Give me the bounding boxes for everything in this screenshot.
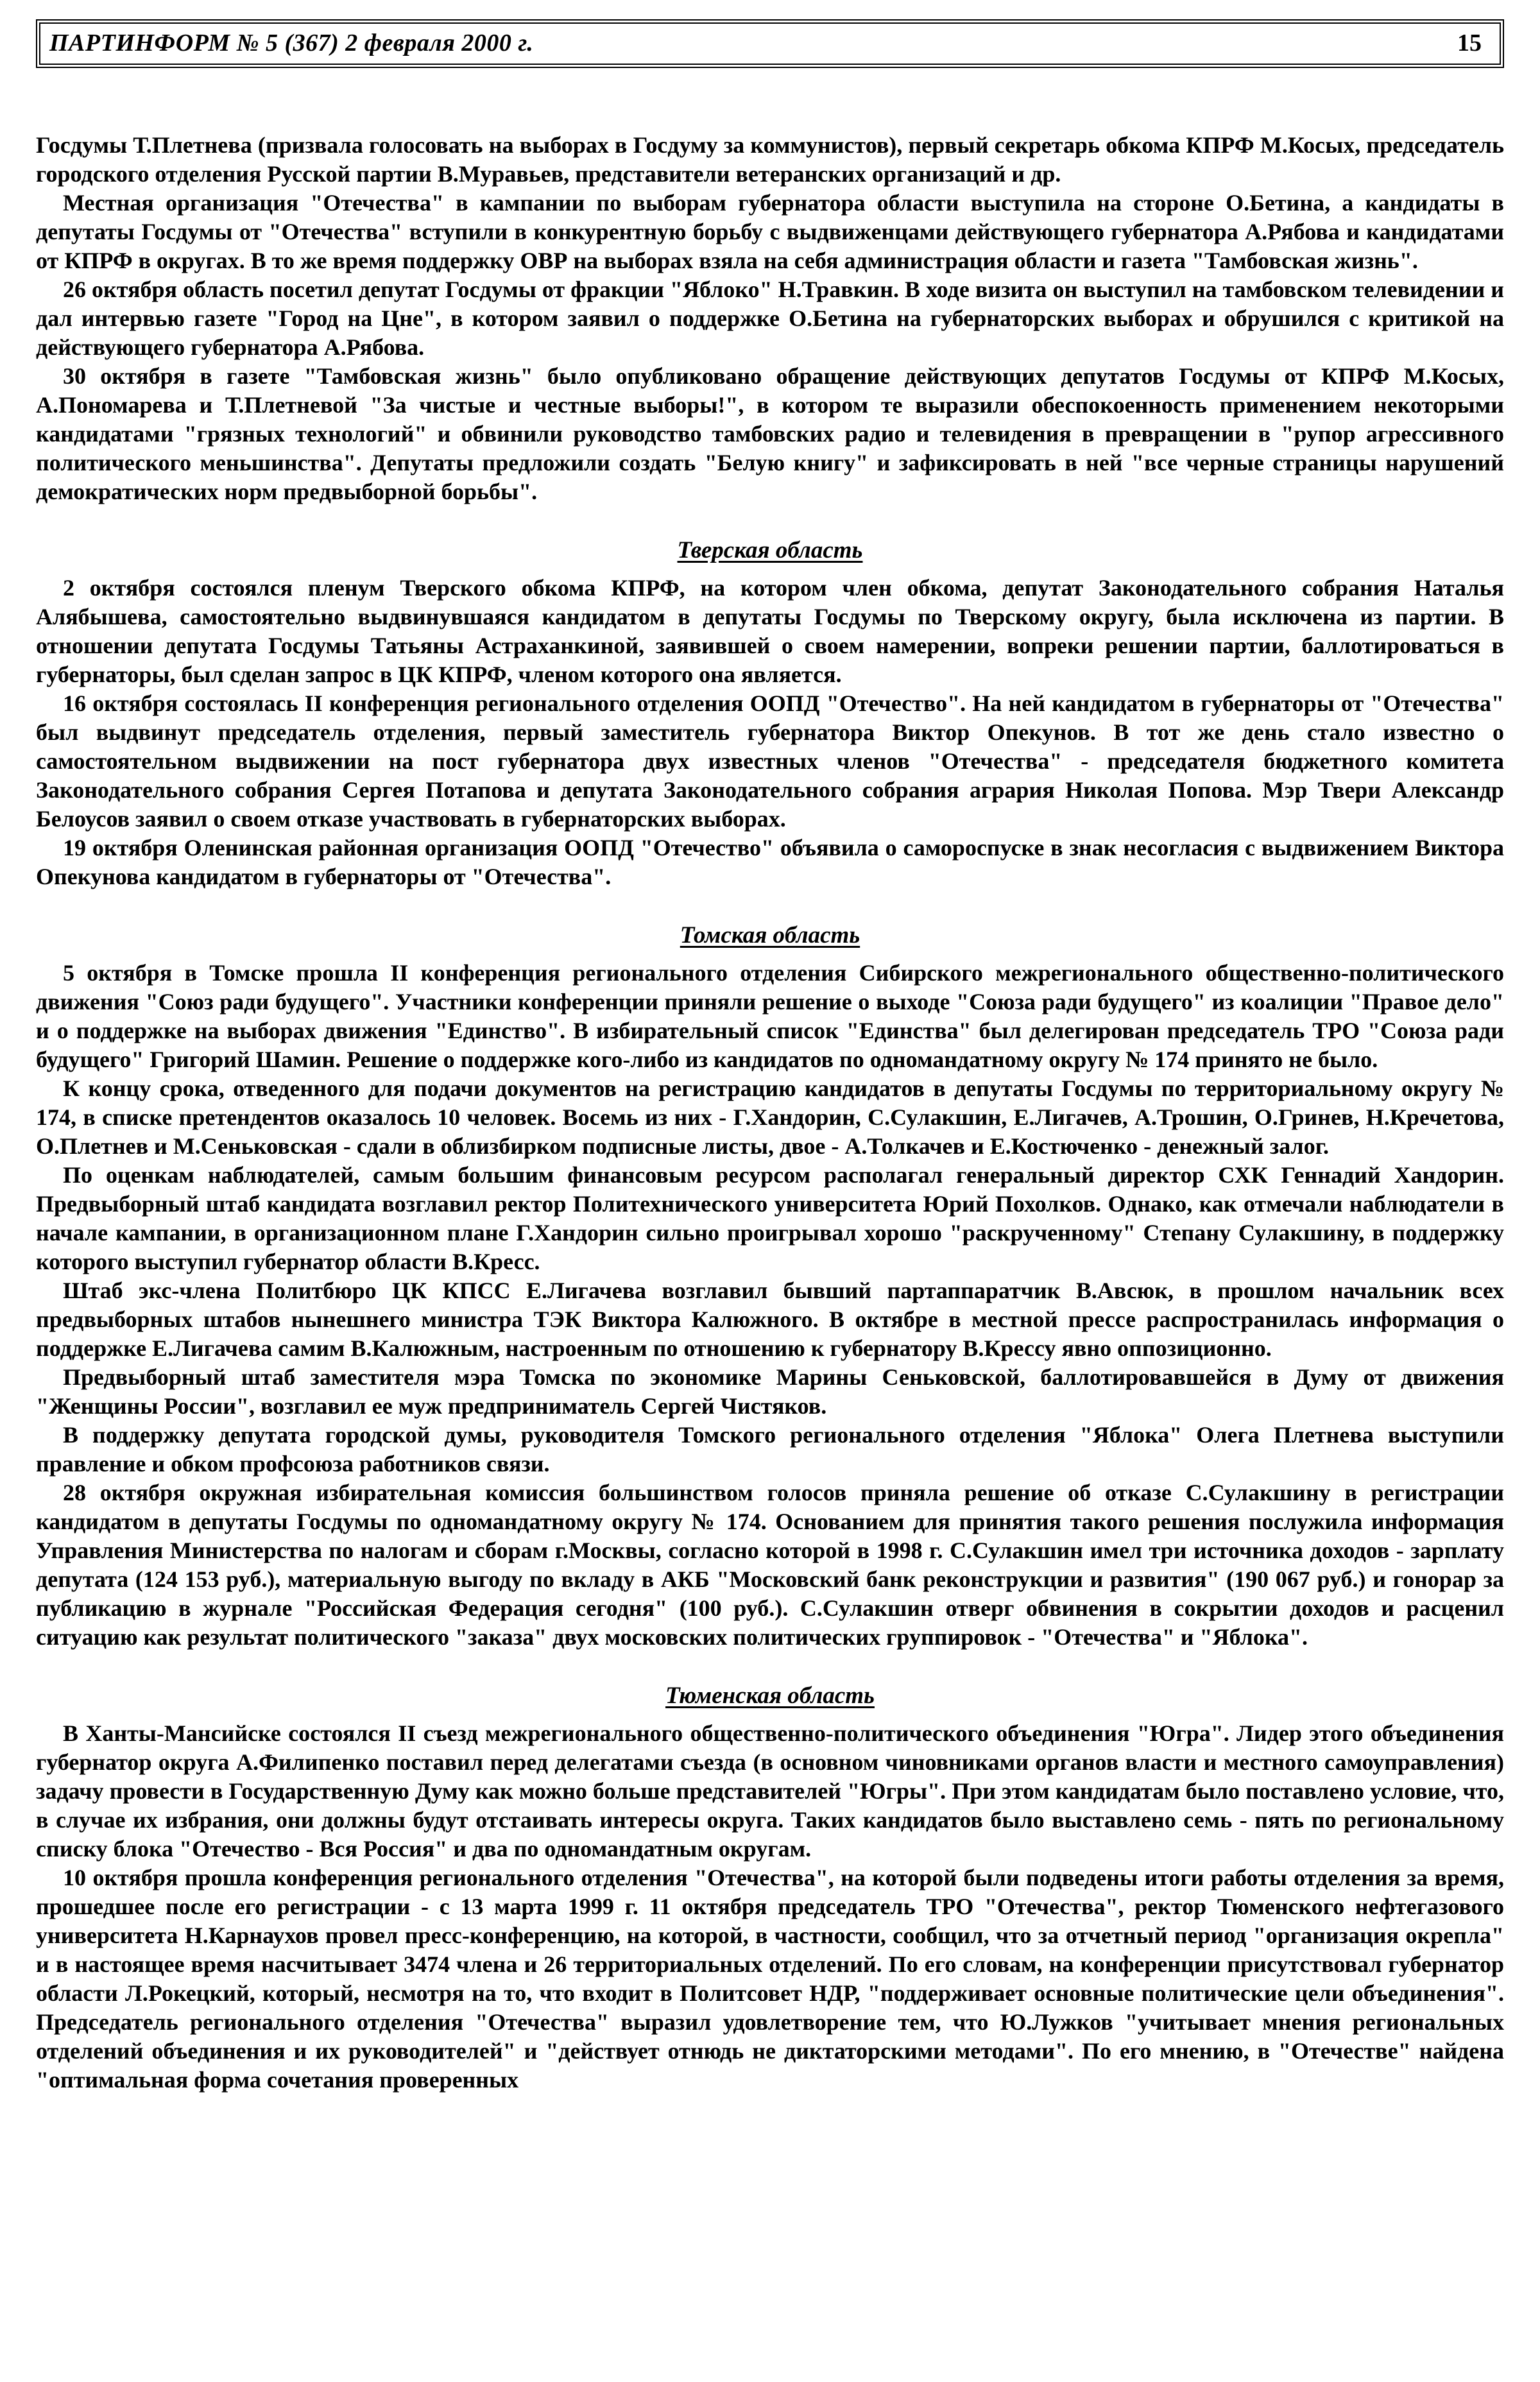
- paragraph: 16 октября состоялась II конференция регионального отделения ООПД "Отечество". На ней кандидатом в губернаторы от "Отечества" был выдвинут председатель отделения, первый заместитель губернатора Виктор Опекунов. В тот же день стало известно о самостоятельном выдвижении на пост губернатора двух известных членов "Отечества" - председателя бюджетного комитета Законодательного собрания Сергея Потапова и депутата Законодательного собрания агрария Николая Попова. Мэр Твери Александр Белоусов заявил о своем отказе участвовать в губернаторских выборах.: [36, 690, 1504, 832]
- paragraph: Предвыборный штаб заместителя мэра Томска по экономике Марины Сеньковской, баллотировавшейся в Думу от движения "Женщины России", возглавил ее муж предприниматель Сергей Чистяков.: [36, 1364, 1504, 1419]
- paragraph: 2 октября состоялся пленум Тверского обкома КПРФ, на котором член обкома, депутат Законодательного собрания Наталья Алябышева, самостоятельно выдвинувшаяся кандидатом в депутаты Госдумы по Тверскому округу, была исключена из партии. В отношении депутата Госдумы Татьяны Астраханкиной, заявившей о своем намерении, вопреки решении партии, баллотироваться в губернаторы, был сделан запрос в ЦК КПРФ, членом которого она является.: [36, 575, 1504, 687]
- paragraph: По оценкам наблюдателей, самым большим финансовым ресурсом располагал генеральный директор СХК Геннадий Хандорин. Предвыборный штаб кандидата возглавил ректор Политехнического университета Юрий Похолков. Однако, как отмечали наблюдатели в начале кампании, в организационном плане Г.Хандорин сильно проигрывал хорошо "раскрученному" Степану Сулакшину, в поддержку которого выступил губернатор области В.Кресс.: [36, 1162, 1504, 1274]
- section-heading-tverskaya-oblast: [36, 536, 1504, 565]
- newsletter-masthead: [36, 19, 1504, 68]
- paragraph: К концу срока, отведенного для подачи документов на регистрацию кандидатов в депутаты Госдумы по территориальному округу № 174, в списке претендентов оказалось 10 человек. Восемь из них - Г.Хандорин, С.Сулакшин, Е.Лигачев, А.Трошин, О.Гринев, Н.Кречетова, О.Плетнев и М.Сеньковская - сдали в облизбирком подписные листы, двое - А.Толкачев и Е.Костюченко - денежный залог.: [36, 1075, 1504, 1159]
- paragraph-continuation: Госдумы Т.Плетнева (призвала голосовать на выборах в Госдуму за коммунистов), первый секретарь обкома КПРФ М.Косых, председатель городского отделения Русской партии В.Муравьев, представители ветеранских организаций и др.: [36, 132, 1504, 187]
- article-body: [36, 131, 1504, 2095]
- section-heading-label: Тверская область: [677, 537, 863, 563]
- section-heading-tomskaya-oblast: [36, 921, 1504, 950]
- newsletter-title: ПАРТИНФОРМ № 5 (367) 2 февраля 2000 г.: [49, 30, 534, 56]
- paragraph: В Ханты-Мансийске состоялся II съезд межрегионального общественно-политического объединения "Югра". Лидер этого объединения губернатор округа А.Филипенко поставил перед делегатами съезда (в основном чиновниками органов власти и местного самоуправления) задачу провести в Государственную Думу как можно больше представителей "Югры". При этом кандидатам было поставлено условие, что, в случае их избрания, они должны будут отстаивать интересы округа. Таких кандидатов было выставлено семь - пять по региональному списку блока "Отечество - Вся Россия" и два по одномандатным округам.: [36, 1720, 1504, 1862]
- paragraph: 26 октября область посетил депутат Госдумы от фракции "Яблоко" Н.Травкин. В ходе визита он выступил на тамбовском телевидении и дал интервью газете "Город на Цне", в котором заявил о поддержке О.Бетина на губернаторских выборах и обрушился с критикой на действующего губернатора А.Рябова.: [36, 277, 1504, 360]
- paragraph: 5 октября в Томске прошла II конференция регионального отделения Сибирского межрегионального общественно-политического движения "Союз ради будущего". Участники конференции приняли решение о выходе "Союза ради будущего" из коалиции "Правое дело" и о поддержке на выборах движения "Единство". В избирательный список "Единства" был делегирован председатель ТРО "Союза ради будущего" Григорий Шамин. Решение о поддержке кого-либо из кандидатов по одномандатному округу № 174 принято не было.: [36, 960, 1504, 1072]
- paragraph: 28 октября окружная избирательная комиссия большинством голосов приняла решение об отказе С.Сулакшину в регистрации кандидатом в депутаты Госдумы по одномандатному округу № 174. Основанием для принятия такого решения послужила информация Управления Министерства по налогам и сборам г.Москвы, согласно которой в 1998 г. С.Сулакшин имел три источника доходов - зарплату депутата (124 153 руб.), материальную выгоду по вкладу в АКБ "Московский банк реконструкции и развития" (190 067 руб.) и гонорар за публикацию в журнале "Российская Федерация сегодня" (100 руб.). С.Сулакшин отверг обвинения в сокрытии доходов и расценил ситуацию как результат политического "заказа" двух московских политических группировок - "Отечества" и "Яблока".: [36, 1480, 1504, 1650]
- section-heading-label: Тюменская область: [665, 1683, 875, 1709]
- paragraph: 30 октября в газете "Тамбовская жизнь" было опубликовано обращение действующих депутатов Госдумы от КПРФ М.Косых, А.Пономарева и Т.Плетневой "За чистые и честные выборы!", в котором те выразили обеспокоенность применением некоторыми кандидатами "грязных технологий" и обвинили руководство тамбовских радио и телевидения в превращении в "рупор агрессивного политического меньшинства". Депутаты предложили создать "Белую книгу" и зафиксировать в ней "все черные страницы нарушений демократических норм предвыборной борьбы".: [36, 363, 1504, 504]
- page-number: 15: [1457, 30, 1482, 56]
- paragraph: Штаб экс-члена Политбюро ЦК КПСС Е.Лигачева возглавил бывший партаппаратчик В.Авсюк, в прошлом начальник всех предвыборных штабов нынешнего министра ТЭК Виктора Калюжного. В октябре в местной прессе распространилась информация о поддержке Е.Лигачева самим В.Калюжным, настроенным по отношению к губернатору В.Крессу явно оппозиционно.: [36, 1278, 1504, 1361]
- paragraph: Местная организация "Отечества" в кампании по выборам губернатора области выступила на стороне О.Бетина, а кандидаты в депутаты Госдумы от "Отечества" вступили в конкурентную борьбу с выдвиженцами действующего губернатора А.Рябова и кандидатами от КПРФ в округах. В то же время поддержку ОВР на выборах взяла на себя администрация области и газета "Тамбовская жизнь".: [36, 190, 1504, 273]
- section-heading-tyumenskaya-oblast: [36, 1681, 1504, 1710]
- paragraph: В поддержку депутата городской думы, руководителя Томского регионального отделения "Яблока" Олега Плетнева выступили правление и обком профсоюза работников связи.: [36, 1422, 1504, 1477]
- section-heading-label: Томская область: [680, 922, 860, 948]
- paragraph: 19 октября Оленинская районная организация ООПД "Отечество" объявила о самороспуске в знак несогласия с выдвижением Виктора Опекунова кандидатом в губернаторы от "Отечества".: [36, 835, 1504, 889]
- paragraph: 10 октября прошла конференция регионального отделения "Отечества", на которой были подведены итоги работы отделения за время, прошедшее после его регистрации - с 13 марта 1999 г. 11 октября председатель ТРО "Отечества", ректор Тюменского нефтегазового университета Н.Карнаухов провел пресс-конференцию, на которой, в частности, сообщил, что за отчетный период "организация окрепла" и в настоящее время насчитывает 3474 члена и 26 территориальных отделений. По его словам, на конференции присутствовал губернатор области Л.Рокецкий, который, несмотря на то, что входит в Политсовет НДР, "поддерживает основные политические цели объединения". Председатель регионального отделения "Отечества" выразил удовлетворение тем, что Ю.Лужков "учитывает мнения региональных отделений объединения и их руководителей" и "действует отнюдь не диктаторскими методами". По его мнению, в "Отечестве" найдена "оптимальная форма сочетания проверенных: [36, 1865, 1504, 2093]
